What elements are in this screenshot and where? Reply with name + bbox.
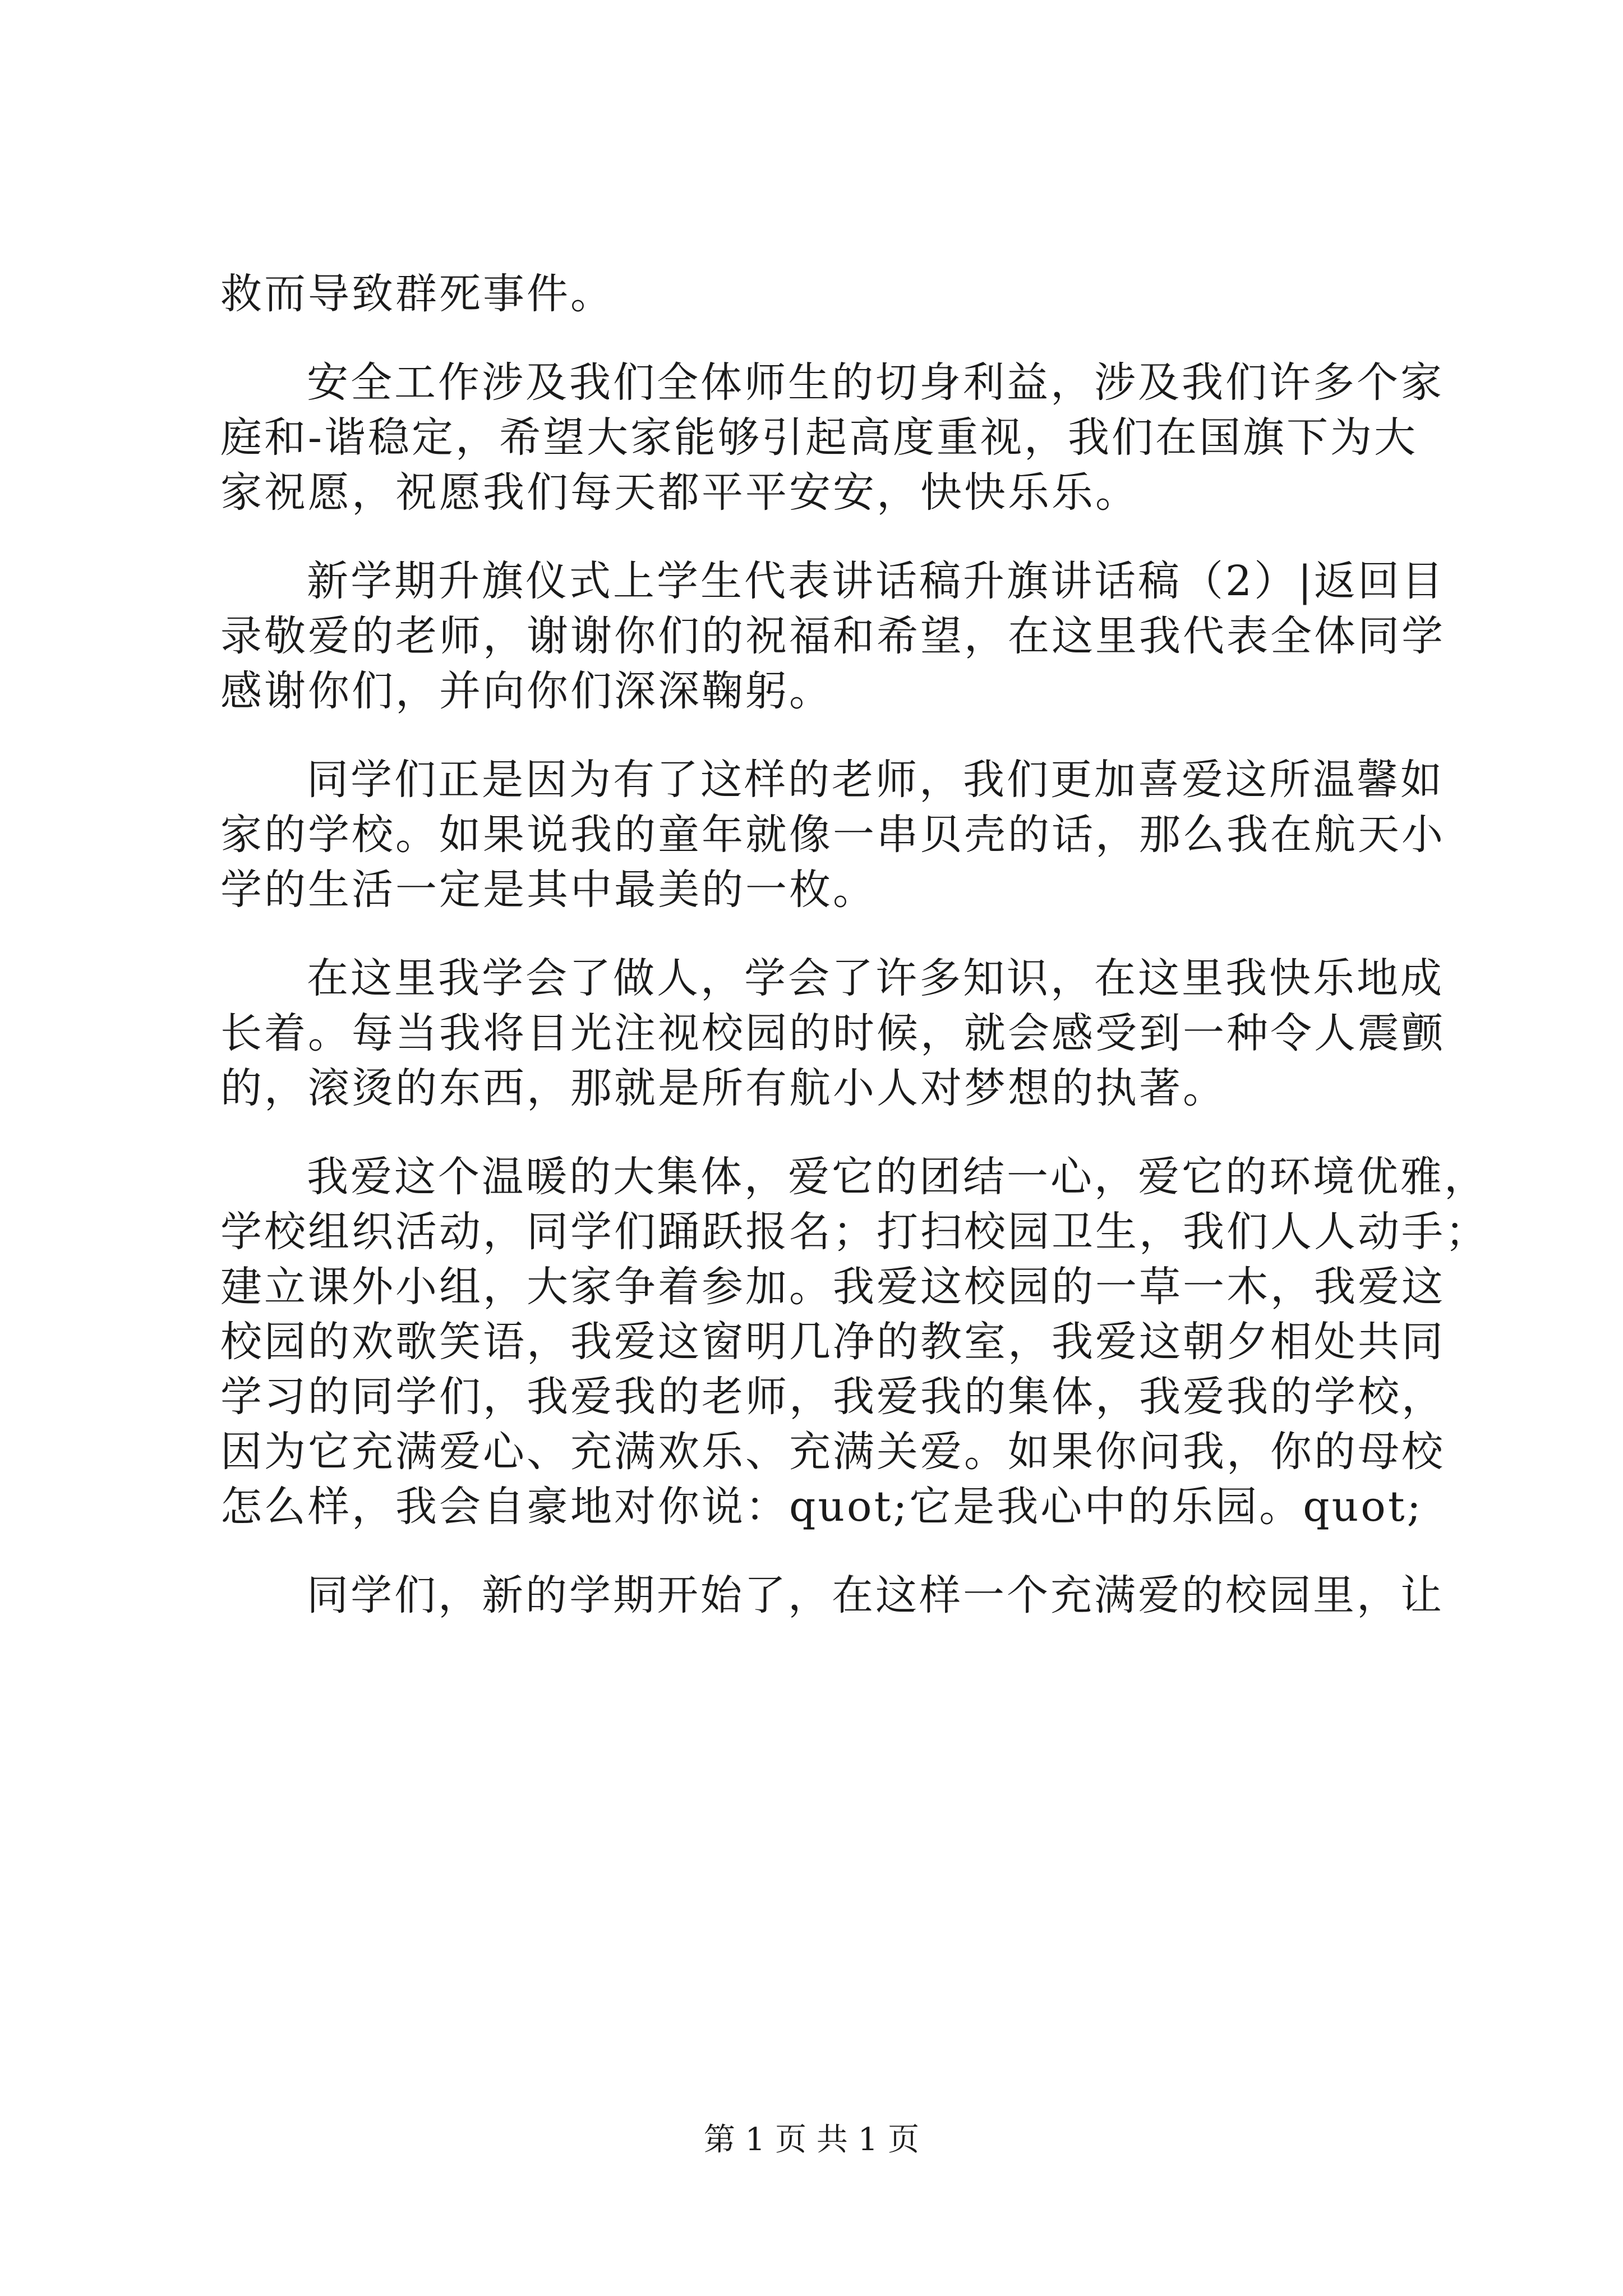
text-line: 新学期升旗仪式上学生代表讲话稿升旗讲话稿（2）|返回目 — [307, 557, 1446, 605]
text-line: 我爱这个温暖的大集体，爱它的团结一心，爱它的环境优雅， — [307, 1153, 1488, 1201]
text-line: 因为它充满爱心、充满欢乐、充满关爱。如果你问我，你的母校 — [220, 1428, 1445, 1476]
text-line: 建立课外小组，大家争着参加。我爱这校园的一草一木，我爱这 — [220, 1263, 1445, 1311]
text-line: 的，滚烫的东西，那就是所有航小人对梦想的执著。 — [220, 1064, 1227, 1112]
text-line: 怎么样，我会自豪地对你说：quot;它是我心中的乐园。quot; — [220, 1483, 1423, 1531]
text-line: 在这里我学会了做人，学会了许多知识，在这里我快乐地成 — [307, 954, 1444, 1002]
text-line: 感谢你们，并向你们深深鞠躬。 — [220, 667, 833, 715]
page-number-footer: 第 1 页 共 1 页 — [703, 2122, 920, 2158]
text-line: 同学们，新的学期开始了，在这样一个充满爱的校园里，让 — [307, 1571, 1444, 1619]
text-line: 救而导致群死事件。 — [220, 270, 614, 318]
text-line: 学校组织活动，同学们踊跃报名；打扫校园卫生，我们人人动手； — [220, 1208, 1489, 1256]
text-line: 校园的欢歌笑语，我爱这窗明几净的教室，我爱这朝夕相处共同 — [220, 1318, 1445, 1366]
text-line: 学习的同学们，我爱我的老师，我爱我的集体，我爱我的学校， — [220, 1373, 1445, 1421]
text-line: 录敬爱的老师，谢谢你们的祝福和希望，在这里我代表全体同学 — [220, 612, 1445, 660]
text-line: 家祝愿，祝愿我们每天都平平安安，快快乐乐。 — [220, 468, 1139, 517]
text-line: 安全工作涉及我们全体师生的切身利益，涉及我们许多个家 — [307, 358, 1444, 407]
document-body — [220, 266, 1489, 1623]
text-line: 家的学校。如果说我的童年就像一串贝壳的话，那么我在航天小 — [220, 811, 1445, 859]
text-line: 长着。每当我将目光注视校园的时候，就会感受到一种令人震颤 — [220, 1009, 1445, 1057]
text-line: 同学们正是因为有了这样的老师，我们更加喜爱这所温馨如 — [307, 756, 1444, 804]
text-line: 庭和-谐稳定，希望大家能够引起高度重视，我们在国旗下为大 — [220, 413, 1418, 462]
text-line: 学的生活一定是其中最美的一枚。 — [220, 866, 877, 914]
